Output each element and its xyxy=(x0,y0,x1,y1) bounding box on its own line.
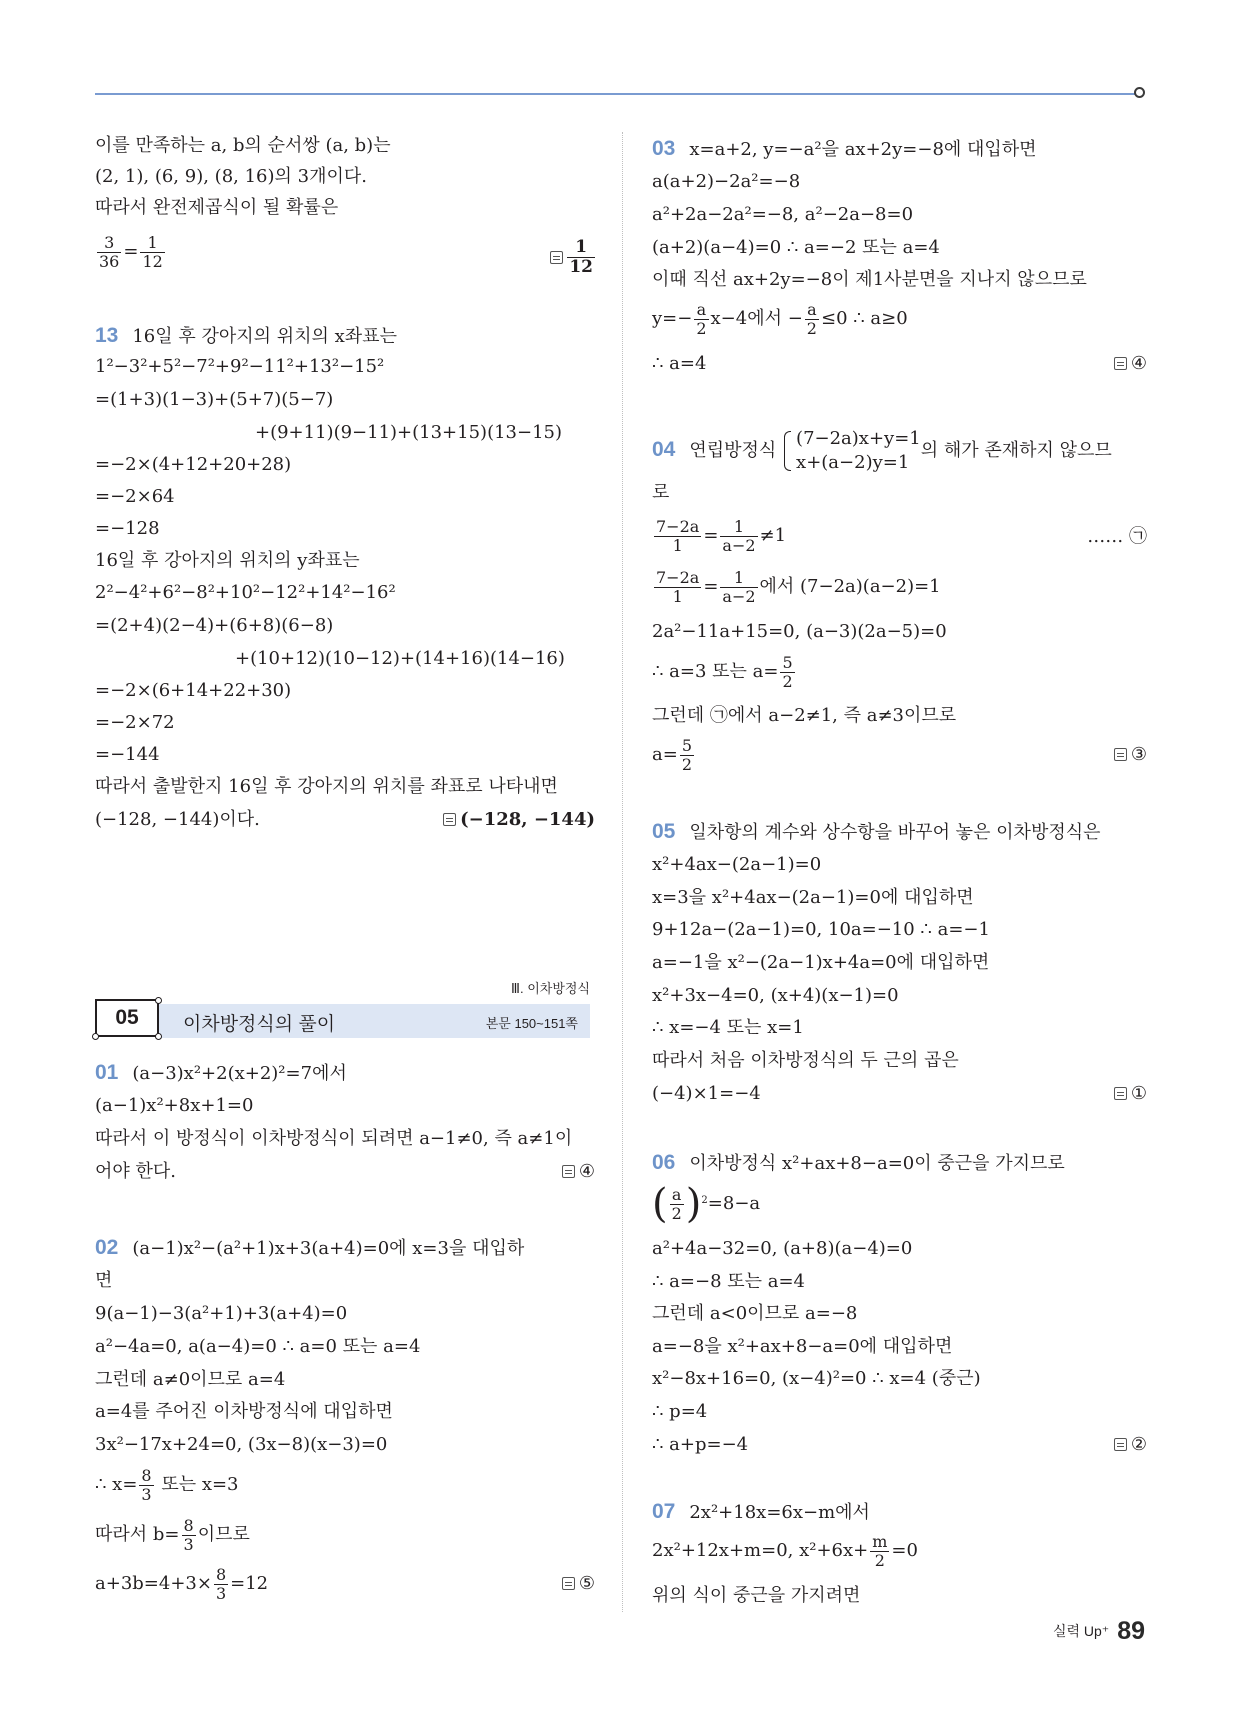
q13-line: 1²−3²+5²−7²+9²−11²+13²−15² xyxy=(95,356,385,377)
q07-line: 2x²+12x+m=0, x²+6x+ $\frac{m}{2}$ =0 xyxy=(652,1531,918,1570)
answer-icon xyxy=(1114,748,1127,761)
q04-line: 그런데 ㉠에서 a−2≠1, 즉 a≠3이므로 xyxy=(652,705,957,726)
q02-line: 3x²−17x+24=0, (3x−8)(x−3)=0 xyxy=(95,1434,388,1455)
q02-final: a+3b=4+3× $\frac{8}{3}$ =12 xyxy=(95,1564,269,1603)
fraction: $\frac{a}{2}$ xyxy=(806,299,817,338)
q05-line: (−4)×1=−4 xyxy=(652,1083,761,1104)
q13-line: +(10+12)(10−12)+(14+16)(14−16) xyxy=(235,648,565,669)
q13-line: 16일 후 강아지의 위치의 y좌표는 xyxy=(95,550,360,571)
decor-dot xyxy=(155,997,162,1004)
q13-line: (−128, −144)이다. xyxy=(95,809,260,830)
q13-line: =−2×64 xyxy=(95,486,175,507)
fraction: $\frac{1}{a-2}$ xyxy=(722,567,756,606)
q13-line: =−128 xyxy=(95,518,160,539)
q01-header: 01 (a−3)x²+2(x+2)²=7에서 xyxy=(95,1061,347,1084)
q01-line: 어야 한다. xyxy=(95,1161,176,1182)
q02-roots: ∴ x= $\frac{8}{3}$ 또는 x=3 xyxy=(95,1465,239,1504)
q05-line: a=−1을 x²−(2a−1)x+4a=0에 대입하면 xyxy=(652,952,990,973)
decor-dot xyxy=(92,1033,99,1040)
q02-line: a²−4a=0, a(a−4)=0 ∴ a=0 또는 a=4 xyxy=(95,1336,421,1357)
q03-y: y=− $\frac{a}{2}$ x−4에서 − $\frac{a}{2}$ ≤0 ∴ a≥0 xyxy=(652,299,908,338)
q03-line: 이때 직선 ax+2y=−8이 제1사분면을 지나지 않으므로 xyxy=(652,269,1087,290)
answer-icon xyxy=(1114,1087,1127,1100)
answer-q02: ⑤ xyxy=(562,1572,595,1596)
fraction: $\frac{a}{2}$ xyxy=(671,1184,682,1223)
q13-line: +(9+11)(9−11)+(13+15)(13−15) xyxy=(255,422,563,443)
q04-roots: ∴ a=3 또는 a= $\frac{5}{2}$ xyxy=(652,652,793,691)
answer-icon xyxy=(562,1165,575,1178)
fraction: $\frac{3}{36}$ xyxy=(99,232,120,271)
q13-line: =(1+3)(1−3)+(5+7)(5−7) xyxy=(95,389,334,410)
q03-line: (a+2)(a−4)=0 ∴ a=−2 또는 a=4 xyxy=(652,237,940,258)
q06-line: x²−8x+16=0, (x−4)²=0 ∴ x=4 (중근) xyxy=(652,1368,981,1389)
q13-line: =(2+4)(2−4)+(6+8)(6−8) xyxy=(95,615,334,636)
answer-icon xyxy=(443,813,456,826)
equation-tag: …… ㉠ xyxy=(1087,526,1147,547)
q06-line: a²+4a−32=0, (a+8)(a−4)=0 xyxy=(652,1238,913,1259)
page-footer xyxy=(1053,1617,1145,1646)
section-pages: 본문 150~151쪽 xyxy=(485,1016,578,1031)
section-title: 이차방정식의 풀이 xyxy=(183,1014,336,1035)
question-number: 06 xyxy=(652,1151,676,1174)
intro-line-3: 따라서 완전제곱식이 될 확률은 xyxy=(95,197,339,218)
q04-eq2: $\frac{7-2a}{1}$ = $\frac{1}{a-2}$ 에서 (7−2a)(a−2)=1 xyxy=(656,567,941,606)
q13-line: =−2×(6+14+22+30) xyxy=(95,680,292,701)
q06-line: 그런데 a<0이므로 a=−8 xyxy=(652,1303,858,1324)
top-rule-endpoint xyxy=(1134,87,1145,98)
q01-line: 따라서 이 방정식이 이차방정식이 되려면 a−1≠0, 즉 a≠1이 xyxy=(95,1128,573,1149)
q13-header: 13 16일 후 강아지의 위치의 x좌표는 xyxy=(95,324,397,347)
question-number: 02 xyxy=(95,1236,119,1259)
fraction: $\frac{m}{2}$ xyxy=(872,1531,888,1570)
q05-line: x=3을 x²+4ax−(2a−1)=0에 대입하면 xyxy=(652,887,974,908)
answer-icon xyxy=(550,251,563,264)
fraction: $\frac{5}{2}$ xyxy=(782,652,793,691)
intro-line-2: (2, 1), (6, 9), (8, 16)의 3개이다. xyxy=(95,166,367,187)
column-divider xyxy=(622,132,623,1612)
q06-square: ( $\frac{a}{2}$ )$^2$=8−a xyxy=(652,1181,761,1227)
q05-line: 따라서 처음 이차방정식의 두 근의 곱은 xyxy=(652,1050,959,1071)
q04-line: 로 xyxy=(652,482,670,503)
fraction: $\frac{1}{a-2}$ xyxy=(722,516,756,555)
fraction: $\frac{1}{12}$ xyxy=(142,232,163,271)
fraction: $\frac{7-2a}{1}$ xyxy=(656,516,700,555)
equation-system: (7−2a)x+y=1 x+(a−2)y=1 xyxy=(782,427,921,475)
q07-header: 07 2x²+18x=6x−m에서 xyxy=(652,1500,870,1523)
question-number: 05 xyxy=(652,820,676,843)
q05-line: 9+12a−(2a−1)=0, 10a=−10 ∴ a=−1 xyxy=(652,919,990,940)
q03-header: 03 x=a+2, y=−a²을 ax+2y=−8에 대입하면 xyxy=(652,137,1037,160)
question-number: 01 xyxy=(95,1061,119,1084)
answer-q05: ① xyxy=(1114,1082,1147,1106)
q13-line: =−2×72 xyxy=(95,712,175,733)
q06-line: ∴ p=4 xyxy=(652,1401,708,1422)
q03-line: a²+2a−2a²=−8, a²−2a−8=0 xyxy=(652,204,914,225)
answer-icon xyxy=(1114,1438,1127,1451)
q06-header: 06 이차방정식 x²+ax+8−a=0이 중근을 가지므로 xyxy=(652,1151,1065,1174)
answer-q01: ④ xyxy=(562,1160,595,1184)
q06-line: ∴ a+p=−4 xyxy=(652,1434,749,1455)
q13-line: =−144 xyxy=(95,744,160,765)
q03-line: a(a+2)−2a²=−8 xyxy=(652,171,801,192)
q07-line: 위의 식이 중근을 가지려면 xyxy=(652,1585,861,1606)
section-banner xyxy=(95,981,590,1043)
q05-header: 05 일차항의 계수와 상수항을 바꾸어 놓은 이차방정식은 xyxy=(652,820,1101,843)
q13-line: 따라서 출발한지 16일 후 강아지의 위치를 좌표로 나타내면 xyxy=(95,776,558,797)
fraction: $\frac{a}{2}$ xyxy=(696,299,707,338)
answer-q13: (−128, −144) xyxy=(443,808,595,832)
q06-line: ∴ a=−8 또는 a=4 xyxy=(652,1271,806,1292)
book-brand: 실력 Up⁺ xyxy=(1052,1623,1110,1639)
fraction: $\frac{8}{3}$ xyxy=(141,1465,152,1504)
q13-line: =−2×(4+12+20+28) xyxy=(95,454,292,475)
q05-line: x²+4ax−(2a−1)=0 xyxy=(652,854,822,875)
intro-line-1: 이를 만족하는 a, b의 순서쌍 (a, b)는 xyxy=(95,135,391,156)
intro-probability: $\frac{3}{36}$ = $\frac{1}{12}$ xyxy=(99,232,163,271)
fraction: $\frac{8}{3}$ xyxy=(215,1564,227,1603)
q02-header: 02 (a−1)x²−(a²+1)x+3(a+4)=0에 x=3을 대입하 xyxy=(95,1236,525,1259)
q02-b: 따라서 b= $\frac{8}{3}$ 이므로 xyxy=(95,1515,250,1554)
q02-line: 그런데 a≠0이므로 a=4 xyxy=(95,1369,286,1390)
q13-line: 2²−4²+6²−8²+10²−12²+14²−16² xyxy=(95,582,396,603)
q05-line: ∴ x=−4 또는 x=1 xyxy=(652,1017,804,1038)
fraction: $\frac{8}{3}$ xyxy=(183,1515,194,1554)
question-number: 13 xyxy=(95,324,119,347)
q06-line: a=−8을 x²+ax+8−a=0에 대입하면 xyxy=(652,1336,953,1357)
q04-eq1: $\frac{7-2a}{1}$ = $\frac{1}{a-2}$ ≠1 xyxy=(656,516,787,555)
fraction: $\frac{7-2a}{1}$ xyxy=(656,567,700,606)
q02-line: 면 xyxy=(95,1270,113,1291)
top-rule xyxy=(95,93,1141,95)
q04-final: a= $\frac{5}{2}$ xyxy=(652,735,693,774)
answer-q06: ② xyxy=(1114,1433,1147,1457)
q04-header: 04 연립방정식 (7−2a)x+y=1 x+(a−2)y=1 의 해가 존재하지 않으므 xyxy=(652,428,1112,473)
answer-intro: $\frac{1}{12}$ xyxy=(550,238,595,277)
answer-icon xyxy=(562,1577,575,1590)
question-number: 04 xyxy=(652,438,676,461)
decor-dot xyxy=(155,1033,162,1040)
chapter-label: Ⅲ. 이차방정식 xyxy=(511,981,590,996)
answer-q04: ③ xyxy=(1114,743,1147,767)
page-number: 89 xyxy=(1117,1617,1145,1645)
answer-icon xyxy=(1114,357,1127,370)
section-number: 05 xyxy=(95,999,159,1037)
question-number: 07 xyxy=(652,1500,676,1523)
q01-line: (a−1)x²+8x+1=0 xyxy=(95,1095,254,1116)
q04-line: 2a²−11a+15=0, (a−3)(2a−5)=0 xyxy=(652,621,947,642)
answer-q03: ④ xyxy=(1114,352,1147,376)
fraction: $\frac{5}{2}$ xyxy=(681,735,693,774)
q02-line: a=4를 주어진 이차방정식에 대입하면 xyxy=(95,1401,393,1422)
q05-line: x²+3x−4=0, (x+4)(x−1)=0 xyxy=(652,985,899,1006)
q03-line: ∴ a=4 xyxy=(652,353,707,374)
q02-line: 9(a−1)−3(a²+1)+3(a+4)=0 xyxy=(95,1303,348,1324)
question-number: 03 xyxy=(652,137,676,160)
